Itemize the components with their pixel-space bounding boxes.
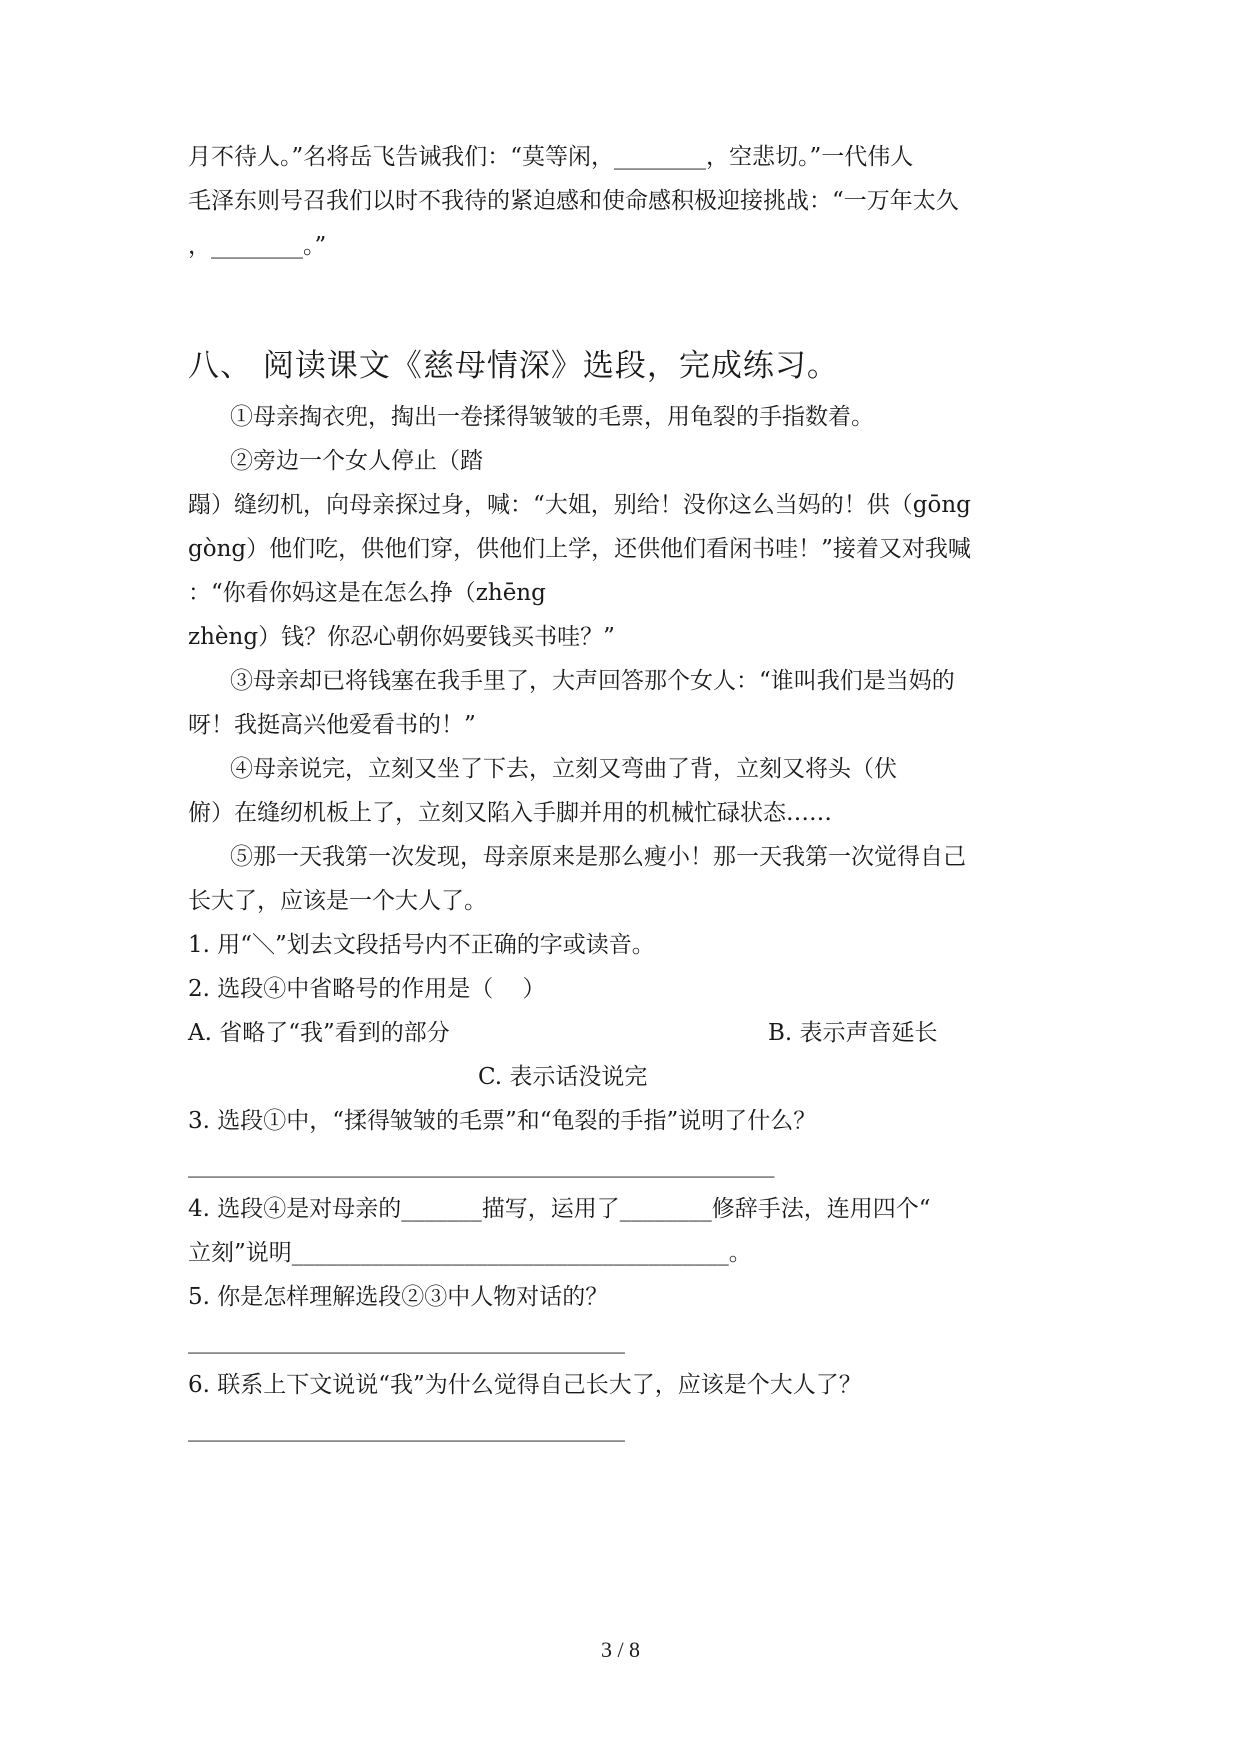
text-line: 月不待人。”名将岳飞告诫我们：“莫等闲，________，空悲切。”一代伟人 (188, 144, 914, 170)
passage-line: 俯）在缝纫机板上了，立刻又陷入手脚并用的机械忙碌状态…… (188, 800, 832, 826)
option-a: A. 省略了“我”看到的部分 (188, 1020, 450, 1046)
text-line: ，________。” (188, 233, 327, 259)
passage-line: 呀！我挺高兴他爱看书的！” (188, 712, 476, 738)
question-3: 3. 选段①中，“揉得皱皱的毛票”和“龟裂的手指”说明了什么？ (188, 1108, 817, 1134)
passage-line: ①母亲掏衣兜，掏出一卷揉得皱皱的毛票，用龟裂的手指数着。 (230, 404, 874, 430)
option-b: B. 表示声音延长 (768, 1020, 938, 1046)
answer-blank-3[interactable]: ___________________________________________________ (188, 1152, 775, 1178)
question-2: 2. 选段④中省略号的作用是（ ） (188, 976, 546, 1002)
passage-line: ③母亲却已将钱塞在我手里了，大声回答那个女人：“谁叫我们是当妈的 (230, 668, 955, 694)
page-number: 3 / 8 (600, 1637, 641, 1662)
option-c: C. 表示话没说完 (478, 1064, 648, 1090)
passage-line: 长大了，应该是一个大人了。 (188, 888, 487, 914)
passage-line: gòng）他们吃，供他们穿，供他们上学，还供他们看闲书哇！”接着又对我喊 (188, 536, 971, 562)
passage-line: zhèng）钱？你忍心朝你妈要钱买书哇？” (188, 624, 615, 650)
passage-line: 蹋）缝纫机，向母亲探过身，喊：“大姐，别给！没你这么当妈的！供（gōng (188, 492, 971, 518)
passage-line: ④母亲说完，立刻又坐了下去，立刻又弯曲了背，立刻又将头（伏 (230, 756, 897, 782)
passage-line: ：“你看你妈这是在怎么挣（zhēng (188, 580, 546, 606)
answer-blank-6[interactable]: ______________________________________ (188, 1416, 625, 1442)
question-5: 5. 你是怎样理解选段②③中人物对话的？ (188, 1284, 609, 1310)
question-4-cont: 立刻”说明______________________________________。 (188, 1240, 752, 1266)
text-line: 毛泽东则号召我们以时不我待的紧迫感和使命感积极迎接挑战：“一万年太久 (188, 188, 959, 214)
passage-line: ②旁边一个女人停止（踏 (230, 448, 483, 474)
question-6: 6. 联系上下文说说“我”为什么觉得自己长大了，应该是个大人了？ (188, 1372, 862, 1398)
answer-blank-5[interactable]: ______________________________________ (188, 1328, 625, 1354)
section-heading: 八、 阅读课文《慈母情深》选段，完成练习。 (188, 348, 839, 384)
question-4: 4. 选段④是对母亲的_______描写，运用了________修辞手法，连用四个“ (188, 1196, 931, 1222)
question-1: 1. 用“＼”划去文段括号内不正确的字或读音。 (188, 932, 655, 958)
passage-line: ⑤那一天我第一次发现，母亲原来是那么瘦小！那一天我第一次觉得自己 (230, 844, 966, 870)
